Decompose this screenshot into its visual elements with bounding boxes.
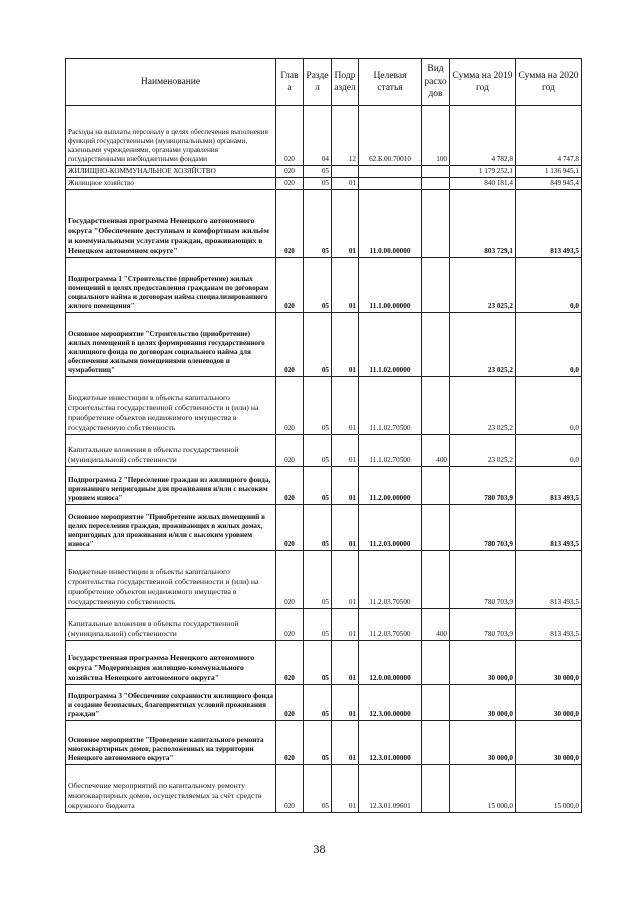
row-name: Жилищное хозяйство: [66, 178, 276, 190]
row-sum-2020: 30 000,0: [516, 721, 582, 765]
table-row: [66, 505, 582, 551]
table-row: [66, 467, 582, 505]
table-row: [66, 435, 582, 467]
row-sum-2020: 849 945,4: [516, 178, 582, 190]
row-glava: 020: [276, 467, 304, 505]
table-row: [66, 721, 582, 765]
row-target: 12.0.00.00000: [359, 641, 422, 685]
row-target: 62.Б.00.70010: [359, 106, 422, 166]
row-podrazdel: 12: [332, 106, 359, 166]
row-sum-2019: 803 729,1: [450, 190, 516, 258]
row-razdel: 05: [304, 505, 332, 551]
row-name: Подпрограмма 3 "Обеспечение сохранности жилищного фонда и создание безопасных, благоприятных условий проживания граждан": [66, 685, 276, 721]
row-sum-2020: 813 493,5: [516, 609, 582, 641]
row-podrazdel: 01: [332, 685, 359, 721]
row-name: Основное мероприятие "Проведение капитального ремонта многоквартирных домов, расположенных на территории Ненецкого автономного округа": [66, 721, 276, 765]
row-sum-2019: 30 000,0: [450, 685, 516, 721]
row-target: 11.0.00.00000: [359, 190, 422, 258]
row-sum-2019: 780 703,9: [450, 505, 516, 551]
header-target: Целевая статья: [359, 59, 422, 106]
row-podrazdel: 01: [332, 377, 359, 435]
row-glava: 020: [276, 258, 304, 313]
row-name: Обеспечение мероприятий по капитальному ремонту многоквартирных домов, осуществляемых за счёт средств окружного бюджета: [66, 765, 276, 813]
row-sum-2020: 813 493,5: [516, 467, 582, 505]
row-sum-2019: 30 000,0: [450, 721, 516, 765]
row-razdel: 05: [304, 166, 332, 178]
row-podrazdel: 01: [332, 641, 359, 685]
row-razdel: 05: [304, 721, 332, 765]
row-sum-2019: 840 181,4: [450, 178, 516, 190]
row-sum-2020: 1 136 945,1: [516, 166, 582, 178]
row-vid: 100: [422, 106, 450, 166]
row-sum-2019: 780 703,9: [450, 609, 516, 641]
row-podrazdel: 01: [332, 467, 359, 505]
row-target: 12.3.00.00000: [359, 685, 422, 721]
row-name: Капитальные вложения в объекты государственной (муниципальной) собственности: [66, 435, 276, 467]
row-target: 11.2.03.70500: [359, 609, 422, 641]
row-razdel: 05: [304, 190, 332, 258]
row-podrazdel: 01: [332, 505, 359, 551]
row-vid: [422, 178, 450, 190]
row-sum-2019: 23 025,2: [450, 313, 516, 377]
row-razdel: 05: [304, 609, 332, 641]
row-glava: 020: [276, 178, 304, 190]
row-sum-2020: 0,0: [516, 258, 582, 313]
row-vid: [422, 258, 450, 313]
row-sum-2020: 813 493,5: [516, 505, 582, 551]
row-glava: 020: [276, 721, 304, 765]
row-name: ЖИЛИЩНО-КОММУНАЛЬНОЕ ХОЗЯЙСТВО: [66, 166, 276, 178]
table-row: [66, 685, 582, 721]
row-razdel: 05: [304, 551, 332, 609]
table-row: [66, 765, 582, 813]
row-sum-2020: 0,0: [516, 313, 582, 377]
row-podrazdel: [332, 166, 359, 178]
row-sum-2019: 4 782,8: [450, 106, 516, 166]
budget-table: [65, 58, 582, 813]
row-target: 11.2.00.00000: [359, 467, 422, 505]
row-glava: 020: [276, 377, 304, 435]
row-glava: 020: [276, 435, 304, 467]
row-podrazdel: 01: [332, 609, 359, 641]
row-sum-2020: 30 000,0: [516, 641, 582, 685]
row-razdel: 05: [304, 313, 332, 377]
row-target: 11.2.03.00000: [359, 505, 422, 551]
header-podrazdel: Подр аздел: [332, 59, 359, 106]
row-vid: [422, 505, 450, 551]
row-vid: [422, 551, 450, 609]
table-row: [66, 609, 582, 641]
row-sum-2019: 15 000,0: [450, 765, 516, 813]
row-razdel: 05: [304, 467, 332, 505]
row-glava: 020: [276, 765, 304, 813]
row-vid: [422, 166, 450, 178]
row-razdel: 05: [304, 685, 332, 721]
row-name: Государственная программа Ненецкого автономного округа "Модернизация жилищно-коммунального хозяйства Ненецкого автономного округа": [66, 641, 276, 685]
row-sum-2020: 4 747,8: [516, 106, 582, 166]
row-target: 11.2.03.70500: [359, 551, 422, 609]
header-razdel: Разде л: [304, 59, 332, 106]
table-row: [66, 258, 582, 313]
row-podrazdel: 01: [332, 765, 359, 813]
page-number: 38: [313, 842, 326, 856]
row-podrazdel: 01: [332, 721, 359, 765]
table-row: [66, 641, 582, 685]
row-name: Расходы на выплаты персоналу в целях обеспечения выполнения функций государственными (муниципальными) органами, казенными учреждениями, органами управления государственными внебюджетными фондами: [66, 106, 276, 166]
row-name: Государственная программа Ненецкого автономного округа "Обеспечение доступным и комфортным жильём и коммунальными услугами граждан, проживающих в Ненецком автономном округе": [66, 190, 276, 258]
row-glava: 020: [276, 190, 304, 258]
row-vid: [422, 467, 450, 505]
row-sum-2019: 1 179 252,1: [450, 166, 516, 178]
header-sum-2019: Сумма на 2019 год: [450, 59, 516, 106]
table-row: [66, 377, 582, 435]
row-sum-2020: 813 493,5: [516, 190, 582, 258]
row-glava: 020: [276, 609, 304, 641]
row-razdel: 05: [304, 435, 332, 467]
row-sum-2020: 30 000,0: [516, 685, 582, 721]
row-glava: 020: [276, 166, 304, 178]
row-glava: 020: [276, 685, 304, 721]
row-name: Подпрограмма 1 "Строительство (приобретение) жилых помещений в целях предоставления гражданам по договорам социального найма и договорам найма специализированного жилого помещения": [66, 258, 276, 313]
row-vid: [422, 765, 450, 813]
row-razdel: 05: [304, 258, 332, 313]
row-name: Основное мероприятие "Приобретение жилых помещений в целях переселения граждан, проживающих в жилых домах, непригодных для проживания и/или с высоким уровнем износа": [66, 505, 276, 551]
row-vid: 400: [422, 435, 450, 467]
row-razdel: 04: [304, 106, 332, 166]
row-podrazdel: 01: [332, 178, 359, 190]
row-target: 12.3.01.09601: [359, 765, 422, 813]
row-razdel: 05: [304, 765, 332, 813]
row-target: 11.1.02.70500: [359, 377, 422, 435]
row-sum-2019: 30 000,0: [450, 641, 516, 685]
row-target: 11.1.02.00000: [359, 313, 422, 377]
row-podrazdel: 01: [332, 313, 359, 377]
row-sum-2020: 0,0: [516, 435, 582, 467]
table-header-row: [66, 59, 582, 106]
row-target: 11.1.00.00000: [359, 258, 422, 313]
row-vid: 400: [422, 609, 450, 641]
row-glava: 020: [276, 551, 304, 609]
row-sum-2019: 23 025,2: [450, 377, 516, 435]
row-target: 11.1.02.70500: [359, 435, 422, 467]
row-name: Капитальные вложения в объекты государственной (муниципальной) собственности: [66, 609, 276, 641]
row-sum-2020: 0,0: [516, 377, 582, 435]
row-razdel: 05: [304, 178, 332, 190]
row-vid: [422, 313, 450, 377]
header-vid: Вид расхо дов: [422, 59, 450, 106]
row-podrazdel: 01: [332, 551, 359, 609]
row-vid: [422, 685, 450, 721]
header-sum-2020: Сумма на 2020 год: [516, 59, 582, 106]
row-glava: 020: [276, 313, 304, 377]
row-name: Подпрограмма 2 "Переселение граждан из жилищного фонда, признанного непригодным для проживания и/или с высоким уровнем износа": [66, 467, 276, 505]
row-podrazdel: 01: [332, 435, 359, 467]
row-vid: [422, 721, 450, 765]
row-target: 12.3.01.00000: [359, 721, 422, 765]
row-target: [359, 166, 422, 178]
table-row: [66, 178, 582, 190]
row-sum-2019: 23 025,2: [450, 435, 516, 467]
table-row: [66, 313, 582, 377]
table-row: [66, 551, 582, 609]
row-vid: [422, 377, 450, 435]
row-vid: [422, 190, 450, 258]
header-glava: Глав а: [276, 59, 304, 106]
row-glava: 020: [276, 641, 304, 685]
row-glava: 020: [276, 106, 304, 166]
row-name: Основное мероприятие "Строительство (приобретение) жилых помещений в целях формирования государственного жилищного фонда по договорам социального найма для обеспечения жилыми помещениями оленеводов и чумработниц": [66, 313, 276, 377]
row-sum-2019: 780 703,9: [450, 467, 516, 505]
row-sum-2019: 780 703,9: [450, 551, 516, 609]
header-name: Наименование: [66, 59, 276, 106]
row-sum-2019: 23 025,2: [450, 258, 516, 313]
row-sum-2020: 813 493,5: [516, 551, 582, 609]
row-glava: 020: [276, 505, 304, 551]
row-razdel: 05: [304, 377, 332, 435]
table-row: [66, 190, 582, 258]
row-podrazdel: 01: [332, 190, 359, 258]
table-row: [66, 106, 582, 166]
table-row: [66, 166, 582, 178]
row-vid: [422, 641, 450, 685]
row-target: [359, 178, 422, 190]
row-name: Бюджетные инвестиции в объекты капитального строительства государственной собственности и (или) на приобретение объектов недвижимого имущества в государственную собственность: [66, 551, 276, 609]
row-name: Бюджетные инвестиции в объекты капитального строительства государственной собственности и (или) на приобретение объектов недвижимого имущества в государственную собственность: [66, 377, 276, 435]
row-razdel: 05: [304, 641, 332, 685]
row-podrazdel: 01: [332, 258, 359, 313]
row-sum-2020: 15 000,0: [516, 765, 582, 813]
